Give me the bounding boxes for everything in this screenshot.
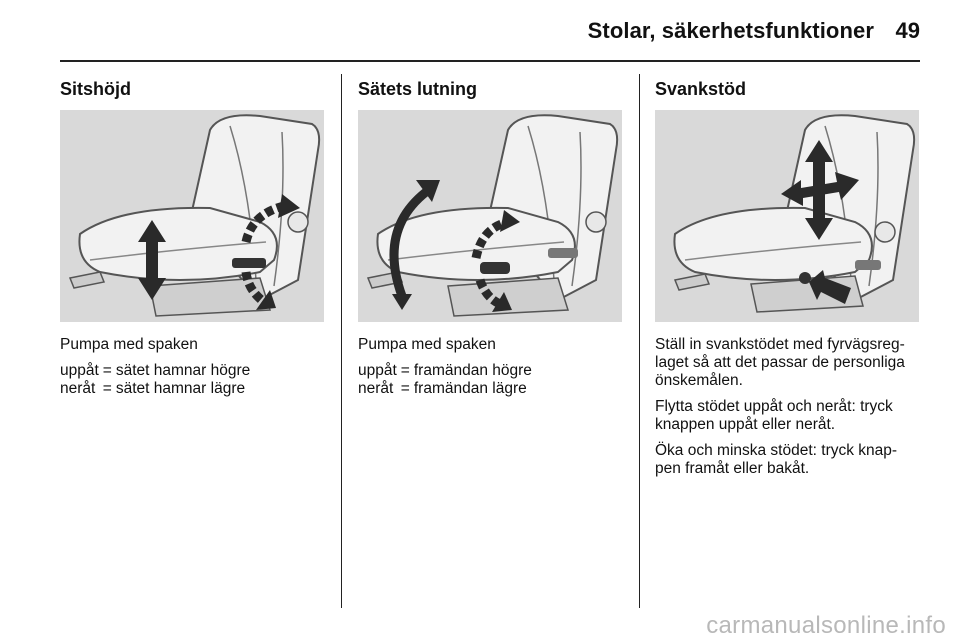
definition-separator: = [102, 362, 112, 379]
header-title: Stolar, säkerhetsfunktioner [587, 18, 874, 43]
definition-term: uppåt [358, 362, 397, 379]
watermark: carmanualsonline.info [706, 612, 946, 639]
definition-description: sätet hamnar högre [115, 362, 251, 379]
definition-separator: = [400, 380, 410, 397]
paragraph: Flytta stödet uppåt och neråt: tryck knappen uppåt eller neråt. [655, 398, 893, 433]
definition-term: neråt [60, 380, 96, 397]
definition-separator: = [102, 380, 112, 397]
definition-description: framändan lägre [413, 380, 527, 397]
section-lumbar-support [655, 74, 919, 486]
column-divider [341, 74, 342, 608]
section-title: Svankstöd [655, 79, 747, 99]
definition-row [60, 380, 250, 398]
section-title: Sätets lutning [358, 79, 478, 99]
definition-description: sätet hamnar lägre [115, 380, 246, 397]
seat-height-adjustment-illustration [60, 110, 324, 322]
paragraph: Öka och minska stödet: tryck knap-pen framåt eller bakåt. [655, 442, 898, 477]
definition-term: neråt [358, 380, 394, 397]
section-seat-height [60, 74, 324, 398]
header-rule [60, 60, 920, 62]
definition-row [60, 362, 250, 380]
column-divider [639, 74, 640, 608]
lumbar-support-adjustment-illustration [655, 110, 919, 322]
definition-list [60, 362, 250, 398]
seat-tilt-adjustment-illustration [358, 110, 622, 322]
definition-term: uppåt [60, 362, 99, 379]
definition-description: framändan högre [413, 362, 532, 379]
page-number: 49 [895, 18, 920, 43]
definition-row [358, 362, 532, 380]
definition-row [358, 380, 532, 398]
definition-list [358, 362, 532, 398]
section-title: Sitshöjd [60, 79, 131, 99]
paragraph: Ställ in svankstödet med fyrvägsreg-laget så att det passar de personliga önskemålen. [655, 336, 905, 389]
definition-separator: = [400, 362, 410, 379]
section-seat-tilt [358, 74, 622, 398]
instruction-text: Pumpa med spaken [358, 336, 496, 353]
instruction-text: Pumpa med spaken [60, 336, 198, 353]
